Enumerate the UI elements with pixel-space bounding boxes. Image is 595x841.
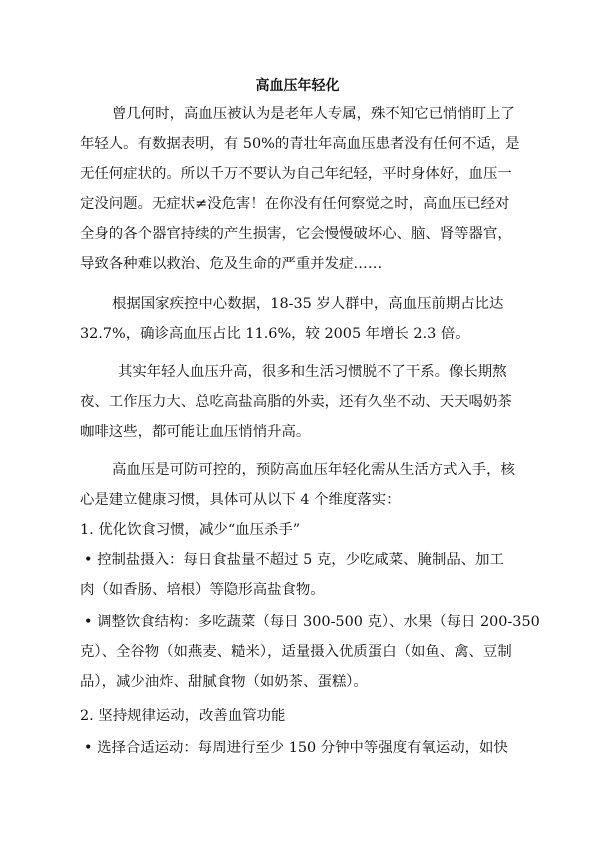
bullet-salt-line-1: • 控制盐摄入：每日食盐量不超过 5 克，少吃咸菜、腌制品、加工: [84, 552, 504, 568]
paragraph-1-line-1: 曾几何时，高血压被认为是老年人专属，殊不知它已悄悄盯上了: [112, 106, 515, 122]
bullet-diet-line-2: 克）、全谷物（如燕麦、糙米），适量摄入优质蛋白（如鱼、禽、豆制: [80, 644, 512, 660]
section-heading-diet: 1. 优化饮食习惯，减少“血压杀手”: [80, 522, 301, 538]
paragraph-1-line-3: 无任何症状的。所以千万不要认为自己年纪轻，平时身体好，血压一: [80, 166, 512, 182]
paragraph-3-line-2: 夜、工作压力大、总吃高盐高脂的外卖，还有久坐不动、天天喝奶茶: [80, 394, 512, 410]
paragraph-2-line-1: 根据国家疾控中心数据，18-35 岁人群中，高血压前期占比达: [112, 296, 504, 312]
page-title: 高血压年轻化: [255, 78, 340, 94]
paragraph-1-line-5: 全身的各个器官持续的产生损害，它会慢慢破坏心、脑、肾等器官，: [80, 226, 512, 242]
bullet-diet-line-3: 品），减少油炸、甜腻食物（如奶茶、蛋糕）。: [80, 674, 368, 690]
bullet-diet-line-1: • 调整饮食结构：多吃蔬菜（每日 300-500 克）、水果（每日 200-350: [84, 614, 540, 630]
bullet-salt-line-2: 肉（如香肠、培根）等隐形高盐食物。: [80, 582, 325, 598]
section-heading-exercise: 2. 坚持规律运动，改善血管功能: [80, 708, 286, 724]
paragraph-1-line-2: 年轻人。有数据表明，有 50%的青壮年高血压患者没有任何不适，是: [80, 136, 520, 152]
paragraph-3-line-3: 咖啡这些，都可能让血压悄悄升高。: [80, 424, 311, 440]
paragraph-1-line-4: 定没问题。无症状≠没危害！在你没有任何察觉之时，高血压已经对: [80, 196, 510, 212]
bullet-exercise-line-1: • 选择合适运动：每周进行至少 150 分钟中等强度有氧运动，如快: [84, 740, 508, 756]
paragraph-3-line-1: 其实年轻人血压升高，很多和生活习惯脱不了干系。像长期熬: [118, 364, 507, 380]
paragraph-1-line-6: 导致各种难以救治、危及生命的严重并发症……: [80, 256, 383, 272]
paragraph-4-line-1: 高血压是可防可控的，预防高血压年轻化需从生活方式入手，核: [112, 462, 515, 478]
paragraph-2-line-2: 32.7%，确诊高血压占比 11.6%，较 2005 年增长 2.3 倍。: [80, 326, 470, 342]
paragraph-4-line-2: 心是建立健康习惯，具体可从以下 4 个维度落实：: [80, 492, 401, 508]
